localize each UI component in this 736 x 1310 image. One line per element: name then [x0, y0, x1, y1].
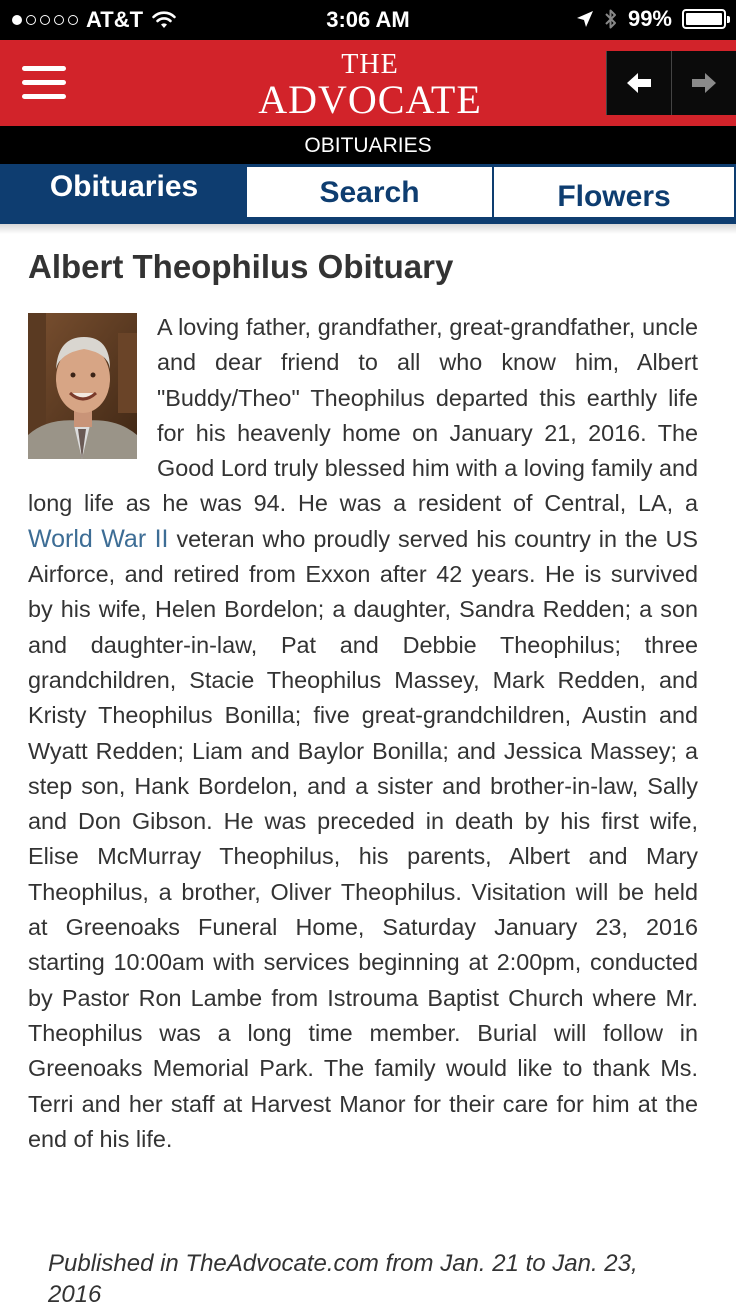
tab-search[interactable]: Search: [247, 167, 492, 217]
tab-obituaries[interactable]: Obituaries: [3, 167, 245, 217]
clock: 3:06 AM: [326, 7, 410, 32]
status-bar: [0, 0, 736, 40]
section-title: OBITUARIES: [0, 126, 736, 164]
back-button[interactable]: [606, 51, 671, 115]
bluetooth-icon: [604, 8, 618, 30]
forward-button[interactable]: [671, 51, 736, 115]
arrow-right-icon: [689, 68, 719, 98]
obituary-body: [28, 310, 698, 1157]
published-note: Published in TheAdvocate.com from Jan. 21 to Jan. 23, 2016: [48, 1250, 638, 1308]
site-header: [0, 40, 736, 126]
status-right: [576, 6, 726, 32]
battery-icon: [682, 9, 726, 29]
obituary-title: Albert Theophilus Obituary: [28, 248, 454, 285]
logo-line1: THE: [341, 49, 399, 80]
nav-arrows: [606, 51, 736, 115]
hamburger-menu-icon[interactable]: [22, 66, 66, 100]
world-war-ii-link[interactable]: World War II: [28, 524, 169, 553]
tabs-divider: [0, 224, 736, 234]
site-logo[interactable]: [240, 50, 500, 120]
arrow-left-icon: [624, 68, 654, 98]
photo-spacer: [28, 310, 157, 486]
tab-flowers[interactable]: Flowers: [494, 167, 734, 217]
battery-fill: [686, 13, 722, 25]
carrier-label: AT&T: [86, 7, 144, 32]
battery-percent: 99%: [627, 6, 672, 31]
logo-line2: ADVOCATE: [258, 77, 482, 122]
obituary-text-part2: veteran who proudly served his country in the US Airforce, and retired from Exxon after 42 years. He is survived by his wife, Helen Bordelon; a daughter, Sandra Redden; a son and daughter-in-law, Pat and Debbie Theophilus; three grandchildren, Stacie Theophilus Massey, Mark Redden, and Kristy Theophilus Bonilla; five great-grandchildren, Austin and Wyatt Redden; Liam and Baylor Bonilla; and Jessica Massey; a step son, Hank Bordelon, and a sister and brother-in-law, Sally and Don Gibson. He was preceded in death by his first wife, Elise McMurray Theophilus, his parents, Albert and Mary Theophilus, a brother, Oliver Theophilus. Visitation will be held at Greenoaks Funeral Home, Saturday January 23, 2016 starting 10:00am with services beginning at 2:00pm, conducted by Pastor Ron Lambe from Istrouma Baptist Church where Mr. Theophilus was a long time member. Burial will follow in Greenoaks Memorial Park. The family would like to thank Ms. Terri and her staff at Harvest Manor for their care for him at the end of his life.: [28, 525, 698, 1152]
obituary-text-part1: A loving father, grandfather, great-grandfather, uncle and dear friend to all who know him, Albert "Buddy/Theo" Theophilus departed this earthly life for his heavenly home on January 21, 2016. The Good Lord truly blessed him with a loving family and long life as he was 94. He was a resident of Central, LA, a: [28, 314, 698, 517]
tab-bar: [0, 164, 736, 224]
location-arrow-icon: [576, 10, 594, 28]
